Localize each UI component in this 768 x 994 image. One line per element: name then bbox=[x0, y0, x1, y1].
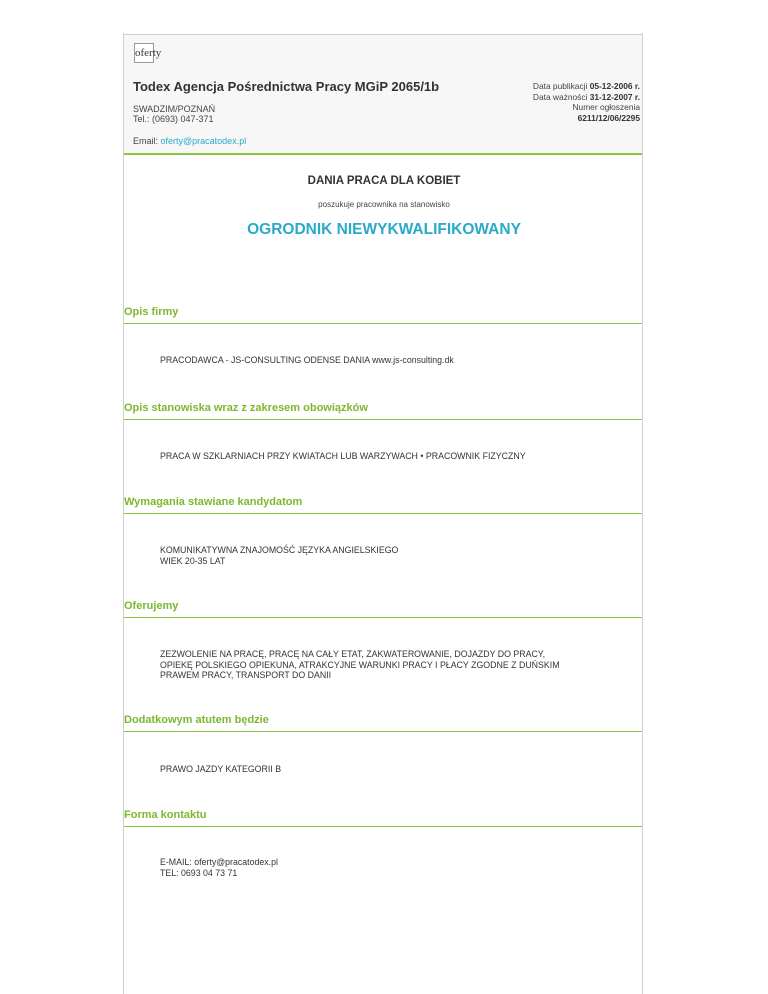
section-line: TEL: 0693 04 73 71 bbox=[160, 867, 238, 878]
agency-email bbox=[133, 136, 246, 146]
valid-label: Data ważności bbox=[532, 91, 590, 102]
offer-meta bbox=[533, 81, 640, 123]
section-title-contact: Forma kontaktu bbox=[124, 809, 207, 821]
company-title: DANIA PRACA DLA KOBIET bbox=[307, 175, 461, 187]
section-title-requirements: Wymagania stawiane kandydatom bbox=[124, 496, 303, 508]
agency-address: SWADZIM/POZNAŃ bbox=[133, 104, 216, 114]
number-label: Numer ogłoszenia bbox=[572, 102, 640, 112]
section-line: PRACODAWCA - JS-CONSULTING ODENSE DANIA www.js-consulting.dk bbox=[160, 355, 454, 365]
section-line: E-MAIL: oferty@pracatodex.pl bbox=[160, 857, 278, 867]
email-link[interactable]: oferty@pracatodex.pl bbox=[160, 136, 247, 146]
email-label: Email: bbox=[133, 136, 161, 146]
section-title-bonus: Dodatkowym atutem będzie bbox=[124, 714, 269, 726]
section-line: ZEZWOLENIE NA PRACĘ, PRACĘ NA CAŁY ETAT, ZAKWATEROWANIE, DOJAZDY DO PRACY, bbox=[160, 649, 546, 659]
logo: oferty bbox=[134, 43, 154, 63]
header-divider bbox=[124, 153, 642, 155]
section-divider bbox=[124, 731, 642, 732]
section-body-offer bbox=[160, 649, 630, 681]
section-divider bbox=[124, 617, 642, 618]
section-body-duties bbox=[160, 451, 630, 462]
section-body-company bbox=[160, 355, 630, 366]
section-line: PRAWO JAZDY KATEGORII B bbox=[160, 764, 282, 774]
pub-label: Data publikacji bbox=[532, 81, 590, 91]
section-line: OPIEKĘ POLSKIEGO OPIEKUNA, ATRAKCYJNE WARUNKI PRACY I PŁACY ZGODNE Z DUŃSKIM bbox=[160, 659, 560, 670]
section-line: WIEK 20-35 LAT bbox=[160, 555, 226, 566]
section-title-offer: Oferujemy bbox=[124, 600, 179, 612]
section-divider bbox=[124, 419, 642, 420]
section-body-requirements bbox=[160, 545, 630, 566]
section-line: PRACA W SZKLARNIACH PRZY KWIATACH LUB WARZYWACH • PRACOWNIK FIZYCZNY bbox=[160, 451, 526, 461]
pub-date: 05-12-2006 r. bbox=[589, 81, 640, 91]
section-divider bbox=[124, 826, 642, 827]
valid-date: 31-12-2007 r. bbox=[589, 91, 640, 102]
offer-number: 6211/12/06/2295 bbox=[577, 112, 640, 123]
section-body-contact bbox=[160, 857, 630, 878]
section-body-bonus bbox=[160, 764, 630, 775]
agency-name: Todex Agencja Pośrednictwa Pracy MGiP 2065/1b bbox=[133, 79, 440, 94]
position-title: OGRODNIK NIEWYKWALIFIKOWANY bbox=[247, 221, 521, 238]
section-line: PRAWEM PRACY, TRANSPORT DO DANII bbox=[160, 670, 332, 680]
section-title-duties: Opis stanowiska wraz z zakresem obowiązków bbox=[124, 402, 368, 414]
section-title-company: Opis firmy bbox=[124, 306, 179, 318]
seeking-text: poszukuje pracownika na stanowisko bbox=[318, 200, 450, 209]
section-divider bbox=[124, 513, 642, 514]
agency-phone: Tel.: (0693) 047-371 bbox=[133, 114, 214, 124]
section-divider bbox=[124, 323, 642, 324]
section-line: KOMUNIKATYWNA ZNAJOMOŚĆ JĘZYKA ANGIELSKIEGO bbox=[160, 545, 399, 555]
